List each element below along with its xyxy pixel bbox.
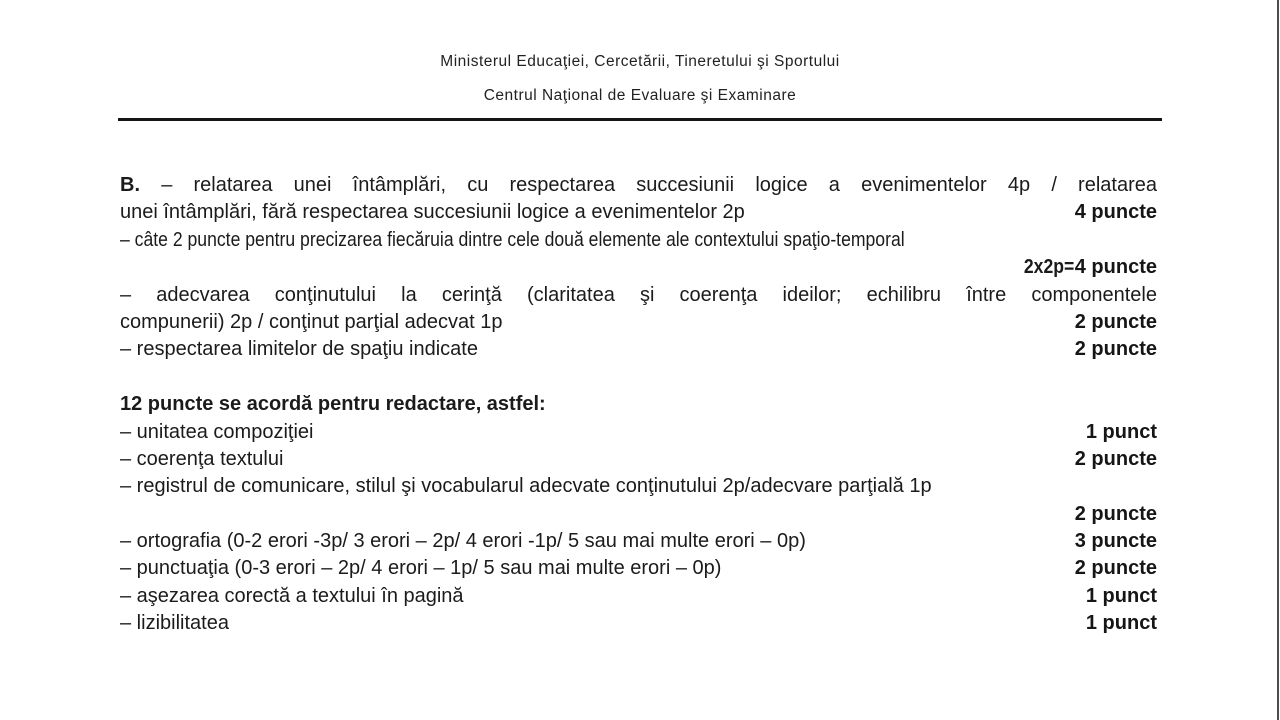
item-context-score-line [120,254,1157,281]
redactare-item-text: – unitatea compoziţiei [120,420,314,443]
redactare-item-ortografia [120,528,1157,555]
redactare-item-points: 3 puncte [1074,530,1157,553]
redactare-item-text: – registrul de comunicare, stilul şi vocabularul adecvate conţinutului 2p/adecvare parţială 1p [120,475,932,498]
redactare-item-unitatea [120,419,1157,446]
redactare-item-points: 2 puncte [1074,502,1157,525]
item-context-formula: 2x2p= [1024,256,1075,279]
redactare-item-registrul-score [120,501,1157,528]
redactare-item-points: 2 puncte [1074,557,1157,580]
redactare-item-text: – lizibilitatea [120,612,229,635]
redactare-item-points: 1 punct [1085,584,1157,607]
item-limits-line [120,336,1157,363]
redactare-item-punctuatia [120,555,1157,582]
header-divider [118,118,1162,121]
item-context-points: 4 puncte [1074,256,1157,279]
header-center: Centrul Naţional de Evaluare şi Examinare [483,87,797,104]
item-limits-text: – respectarea limitelor de spaţiu indicate [120,338,478,361]
item-b-line1 [120,172,1157,199]
item-b-points: 4 puncte [1074,201,1157,224]
item-b-line2-text: unei întâmplări, fără respectarea succesiunii logice a evenimentelor 2p [120,201,745,224]
item-b-label: B. [120,174,140,196]
redactare-item-points: 2 puncte [1074,447,1157,470]
redactare-item-text: – coerenţa textului [120,447,284,470]
rubric-body [120,172,1157,638]
item-adequacy-line1 [120,282,1157,309]
redactare-item-text: – aşezarea corectă a textului în pagină [120,584,464,607]
redactare-item-registrul [120,473,1157,500]
header-ministry: Ministerul Educaţiei, Cercetării, Tineretului şi Sportului [440,53,840,70]
redactare-item-lizibilitatea [120,610,1157,637]
item-adequacy-points: 2 puncte [1074,310,1157,333]
redactare-item-points: 1 punct [1085,612,1157,635]
redactare-item-asezarea [120,583,1157,610]
right-edge-artifact [1277,0,1279,720]
item-limits-points: 2 puncte [1074,338,1157,361]
redactare-item-coerenta [120,446,1157,473]
redactare-heading: 12 puncte se acordă pentru redactare, astfel: [120,393,546,416]
redactare-item-text: – punctuaţia (0-3 erori – 2p/ 4 erori – 1p/ 5 sau mai multe erori – 0p) [120,557,722,580]
item-b-line1-text: – relatarea unei întâmplări, cu respectarea succesiunii logice a evenimentelor 4p / relatarea [161,174,1157,196]
section-gap [120,364,1157,391]
item-context-text: – câte 2 puncte pentru precizarea fiecăruia dintre cele două elemente ale contextului spaţio-temporal [120,228,905,251]
item-adequacy-line2-text: compunerii) 2p / conţinut parţial adecvat 1p [120,310,503,333]
item-b-line2 [120,199,1157,226]
redactare-item-text: – ortografia (0-2 erori -3p/ 3 erori – 2p/ 4 erori -1p/ 5 sau mai multe erori – 0p) [120,530,806,553]
item-context-line [120,227,1157,254]
redactare-item-points: 1 punct [1085,420,1157,443]
item-adequacy-line1-text: – adecvarea conţinutului la cerinţă (claritatea şi coerenţa ideilor; echilibru între componentele [120,283,1157,306]
item-adequacy-line2 [120,309,1157,336]
